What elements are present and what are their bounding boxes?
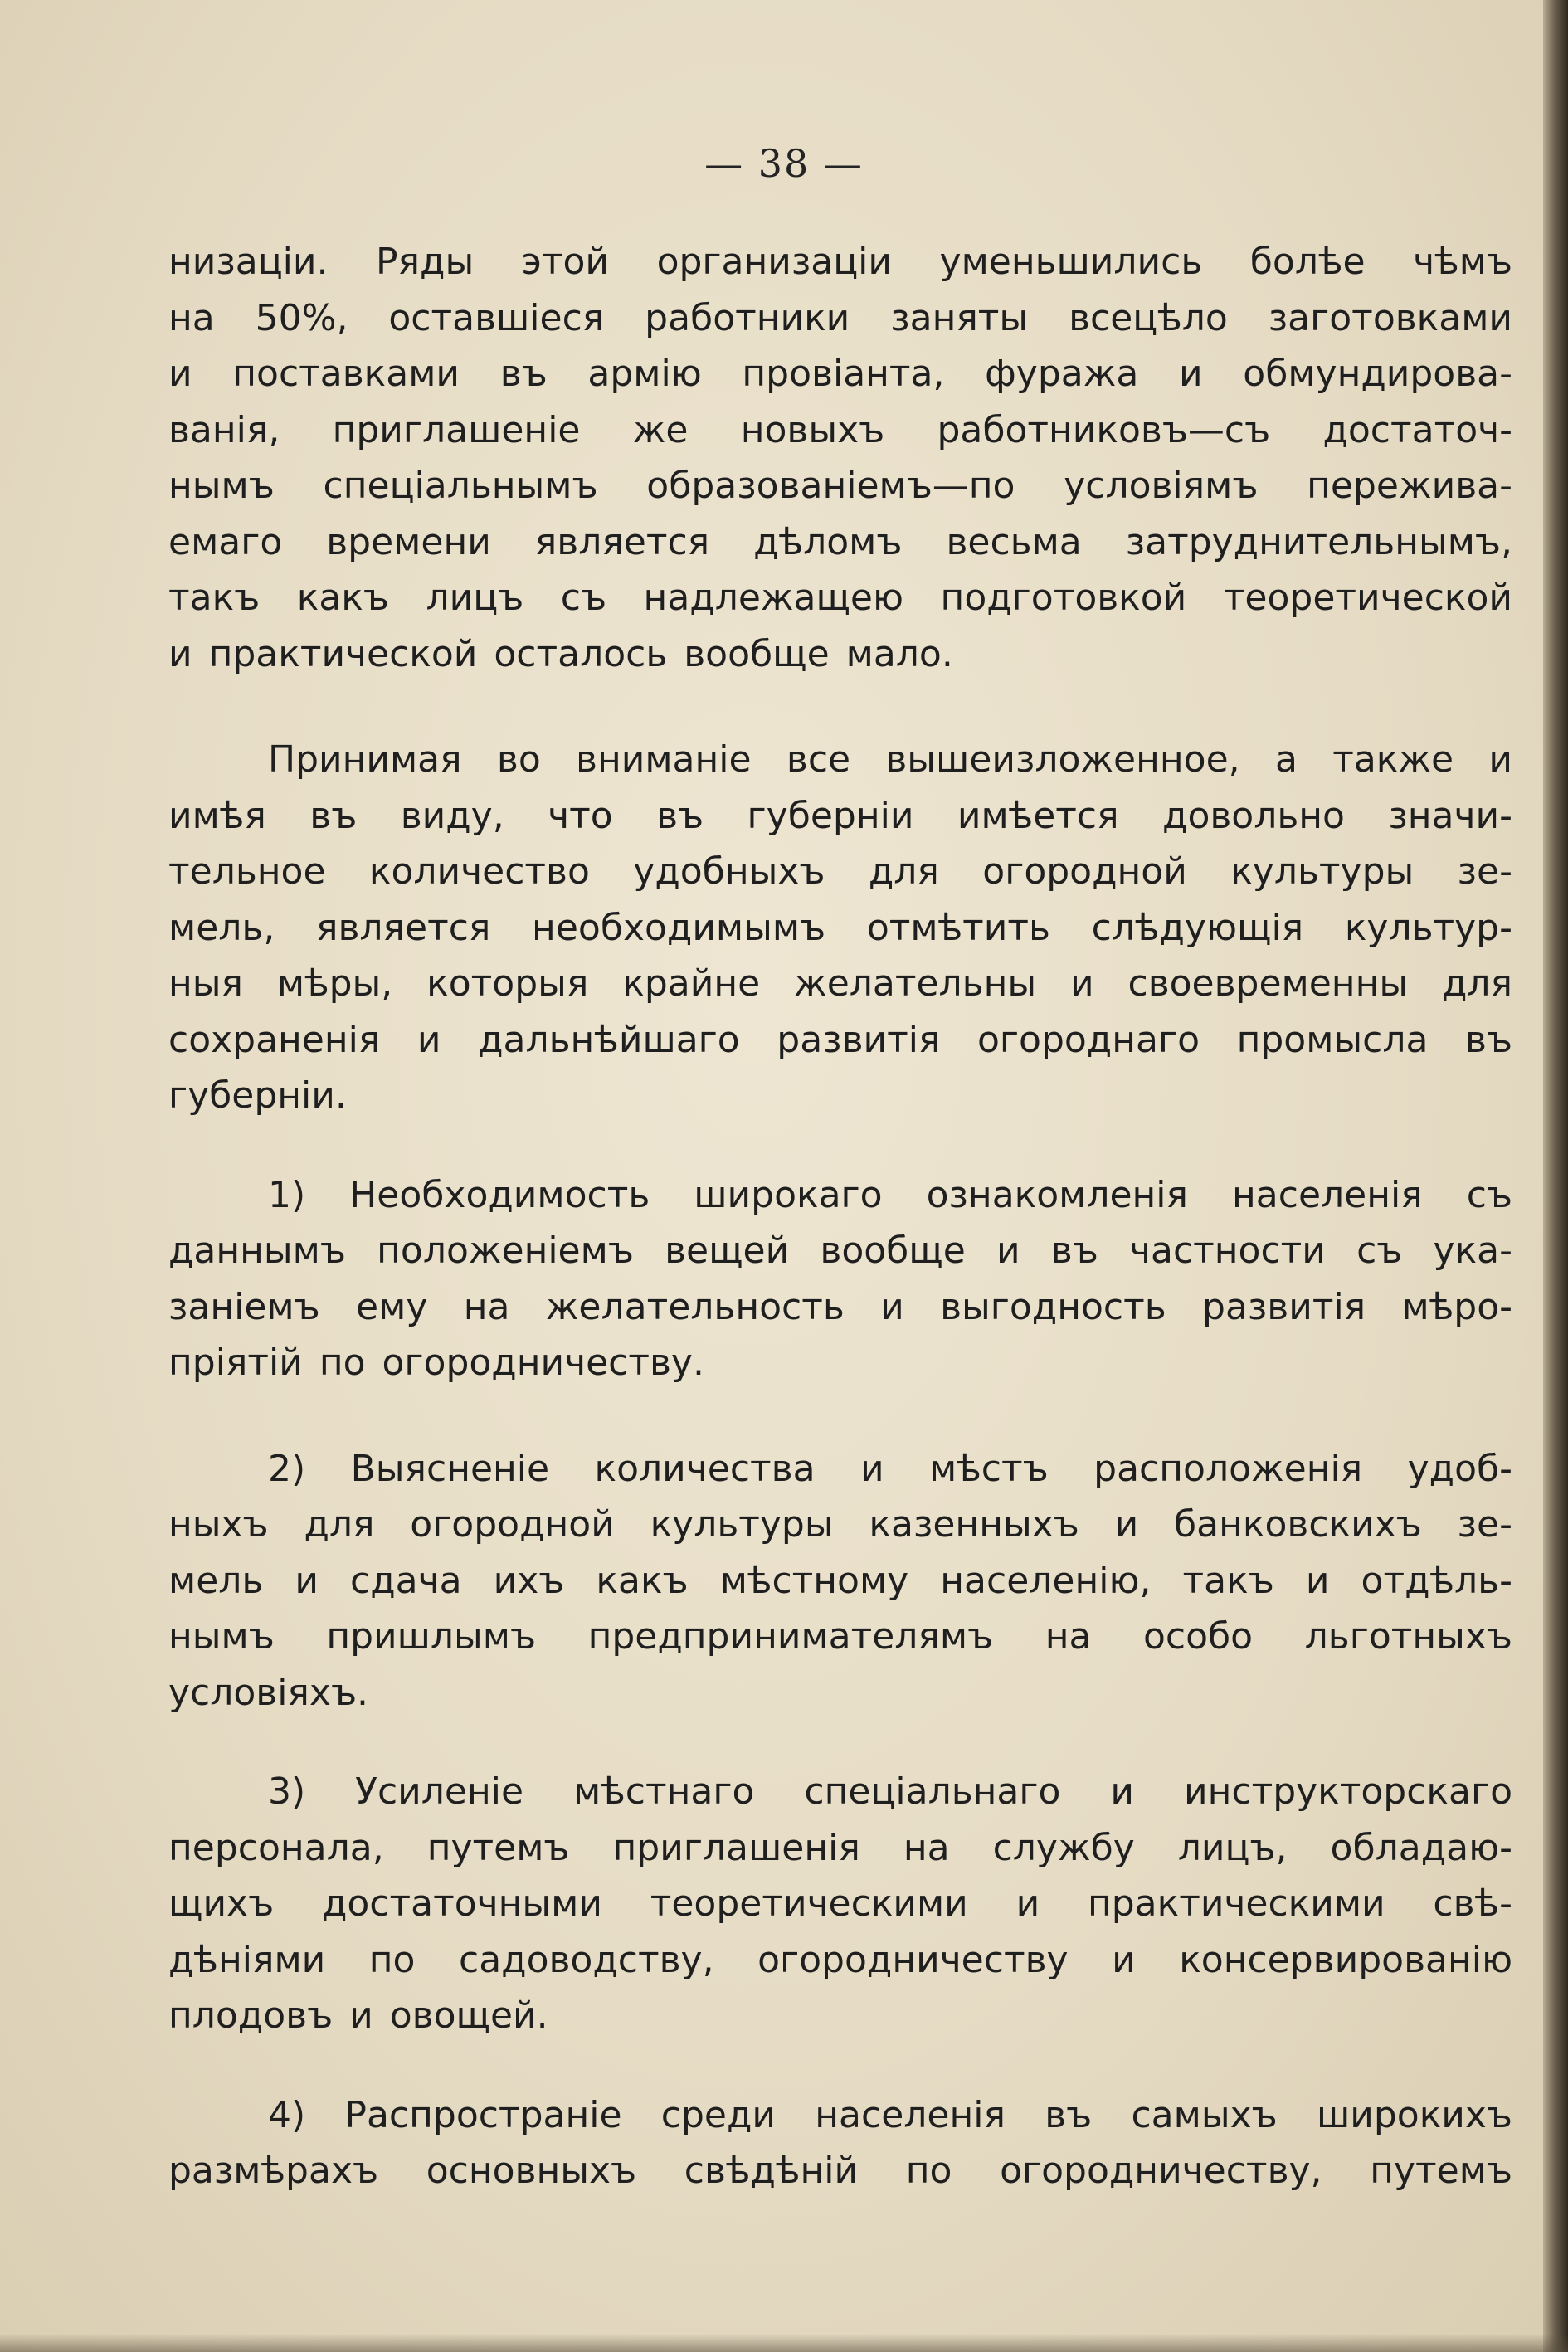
text-line: емаго времени является дѣломъ весьма затруднительнымъ, [168, 520, 1512, 563]
list-item [168, 1441, 1512, 1721]
text-line: Принимая во вниманіе все вышеизложенное, а также и [268, 738, 1512, 781]
paragraph-gap [168, 2044, 1512, 2087]
text-line: 3) Усиленіе мѣстнаго спеціальнаго и инструкторскаго [268, 1770, 1512, 1813]
text-line: губерніи. [168, 1074, 347, 1117]
text-line: даннымъ положеніемъ вещей вообще и въ частности съ ука- [168, 1230, 1512, 1272]
body-text [168, 234, 1512, 2199]
page-edge-shadow [1543, 0, 1568, 2352]
text-line: и практической осталось вообще мало. [168, 632, 953, 675]
text-line: ванія, приглашеніе же новыхъ работниковъ—съ достаточ- [168, 408, 1512, 451]
paragraph [168, 732, 1512, 1124]
text-line: имѣя въ виду, что въ губерніи имѣется довольно значи- [168, 794, 1512, 837]
text-line: заніемъ ему на желательность и выгодность развитія мѣро- [168, 1285, 1512, 1328]
text-line: 4) Распространіе среди населенія въ самыхъ широкихъ [268, 2093, 1512, 2136]
list-item [168, 1167, 1512, 1391]
paragraph-gap [168, 1721, 1512, 1764]
list-item [168, 2087, 1512, 2199]
text-line: на 50%, оставшіеся работники заняты всецѣло заготовками [168, 296, 1512, 339]
text-line: ныхъ для огородной культуры казенныхъ и банковскихъ зе- [168, 1503, 1512, 1546]
text-line: щихъ достаточными теоретическими и практическими свѣ- [168, 1882, 1512, 1925]
text-line: тельное количество удобныхъ для огородной культуры зе- [168, 850, 1512, 893]
text-line: дѣніями по садоводству, огородничеству и консервированію [168, 1938, 1512, 1981]
text-line: 2) Выясненіе количества и мѣстъ расположенія удоб- [268, 1447, 1512, 1490]
text-line: размѣрахъ основныхъ свѣдѣній по огородничеству, путемъ [168, 2150, 1512, 2192]
text-line: и поставками въ армію провіанта, фуража и обмундирова- [168, 353, 1512, 395]
text-line: нымъ пришлымъ предпринимателямъ на особо льготныхъ [168, 1615, 1512, 1658]
text-line: мель и сдача ихъ какъ мѣстному населенію, такъ и отдѣль- [168, 1559, 1512, 1602]
text-line: мель, является необходимымъ отмѣтить слѣдующія культур- [168, 906, 1512, 949]
text-line: низаціи. Ряды этой организаціи уменьшились болѣе чѣмъ [168, 241, 1512, 283]
text-line: условіяхъ. [168, 1671, 369, 1714]
text-line: персонала, путемъ приглашенія на службу лицъ, обладаю- [168, 1826, 1512, 1869]
text-line: плодовъ и овощей. [168, 1994, 548, 2037]
text-line: 1) Необходимость широкаго ознакомленія населенія съ [268, 1173, 1512, 1216]
paragraph-gap [168, 1391, 1512, 1441]
list-item [168, 1764, 1512, 2044]
paragraph [168, 234, 1512, 682]
text-line: нымъ спеціальнымъ образованіемъ—по условіямъ пережива- [168, 465, 1512, 507]
text-line: такъ какъ лицъ съ надлежащею подготовкой теоретической [168, 577, 1512, 619]
page-bottom-shadow [0, 2334, 1568, 2352]
paragraph-gap [168, 682, 1512, 732]
text-line: пріятій по огородничеству. [168, 1342, 704, 1384]
paragraph-gap [168, 1124, 1512, 1167]
text-line: сохраненія и дальнѣйшаго развитія огороднаго промысла въ [168, 1018, 1512, 1061]
text-line: ныя мѣры, которыя крайне желательны и своевременны для [168, 962, 1512, 1005]
page-number: — 38 — [704, 141, 864, 186]
